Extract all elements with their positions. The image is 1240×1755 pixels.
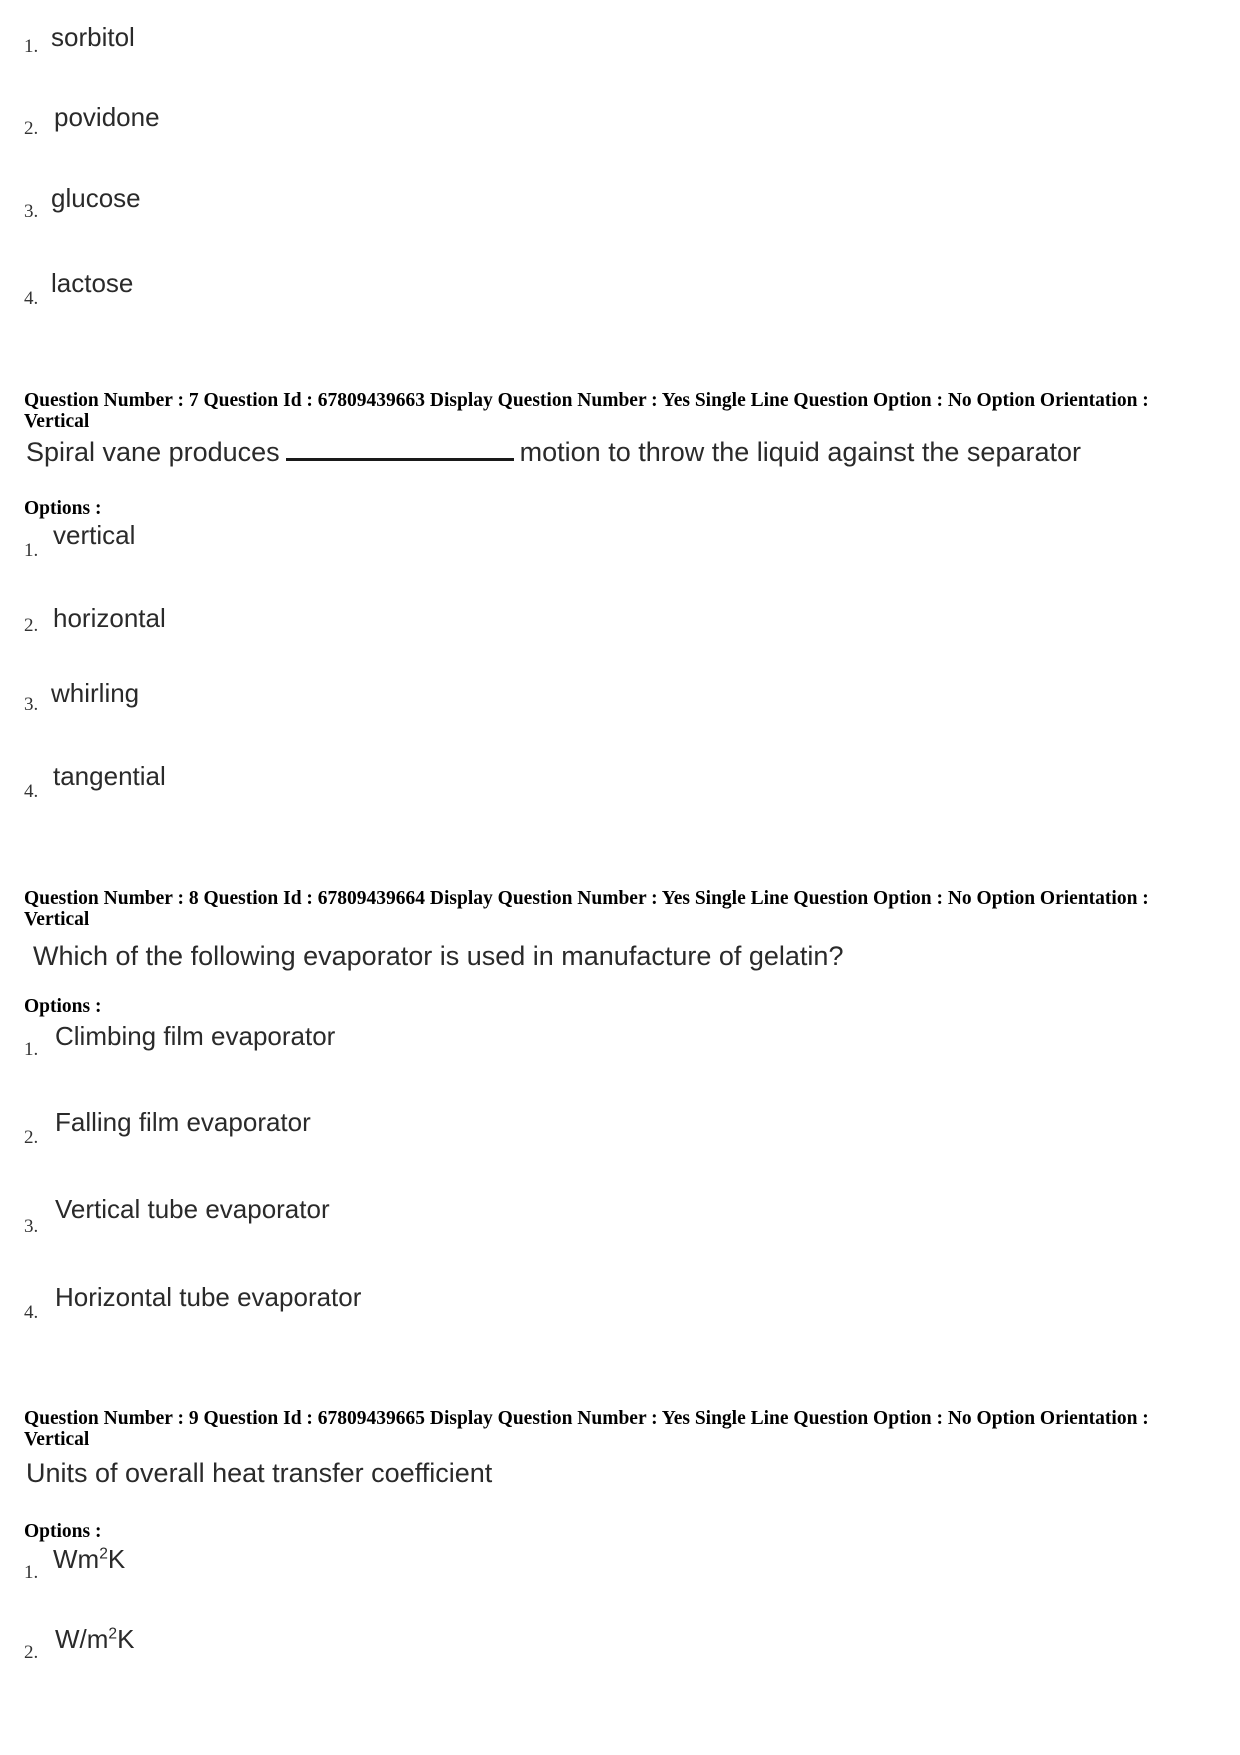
question-text: Which of the following evaporator is used in manufacture of gelatin?	[33, 941, 844, 971]
unit-base: W/m	[55, 1624, 109, 1654]
option-number: 1.	[24, 1039, 39, 1060]
option-text: Falling film evaporator	[55, 1107, 311, 1137]
option-text: Climbing film evaporator	[55, 1021, 336, 1051]
unit-suffix: K	[107, 1544, 126, 1574]
question-meta: Question Number : 9 Question Id : 67809439665 Display Question Number : Yes Single Line Question Option : No Option Orientation : Vertical	[24, 1408, 1149, 1450]
question-text-after: motion to throw the liquid against the separator	[519, 437, 1081, 467]
unit-exponent: 2	[99, 1545, 108, 1563]
question-meta: Question Number : 8 Question Id : 67809439664 Display Question Number : Yes Single Line Question Option : No Option Orientation : Vertical	[24, 888, 1149, 930]
option-text: tangential	[53, 761, 166, 791]
option-number: 1.	[24, 540, 39, 561]
options-label: Options :	[24, 996, 102, 1017]
option-number: 3.	[24, 201, 39, 222]
option-text: povidone	[54, 102, 160, 132]
options-label: Options :	[24, 1521, 102, 1542]
option-number: 2.	[24, 1642, 39, 1663]
option-text: Horizontal tube evaporator	[55, 1282, 362, 1312]
option-text: sorbitol	[51, 22, 135, 52]
option-text: lactose	[51, 268, 134, 298]
option-number: 1.	[24, 36, 39, 57]
option-number: 3.	[24, 1216, 39, 1237]
option-text	[53, 1544, 125, 1575]
options-label: Options :	[24, 498, 102, 519]
option-text: whirling	[51, 678, 140, 708]
option-number: 1.	[24, 1562, 39, 1583]
option-text: glucose	[51, 183, 141, 213]
option-number: 4.	[24, 781, 39, 802]
option-number: 3.	[24, 694, 39, 715]
option-number: 2.	[24, 615, 39, 636]
option-text: horizontal	[53, 603, 166, 633]
question-text	[26, 437, 1081, 468]
option-number: 2.	[24, 118, 39, 139]
option-number: 4.	[24, 288, 39, 309]
option-text	[55, 1624, 134, 1655]
unit-suffix: K	[117, 1624, 135, 1654]
unit-base: Wm	[53, 1544, 100, 1574]
unit-exponent: 2	[108, 1625, 118, 1643]
question-meta: Question Number : 7 Question Id : 67809439663 Display Question Number : Yes Single Line Question Option : No Option Orientation : Vertical	[24, 390, 1149, 432]
question-text: Units of overall heat transfer coefficient	[26, 1458, 493, 1488]
option-text: Vertical tube evaporator	[55, 1194, 330, 1224]
option-number: 2.	[24, 1127, 39, 1148]
fill-blank	[286, 457, 514, 461]
option-text: vertical	[53, 520, 136, 550]
option-number: 4.	[24, 1302, 39, 1323]
question-text-before: Spiral vane produces	[26, 437, 280, 467]
